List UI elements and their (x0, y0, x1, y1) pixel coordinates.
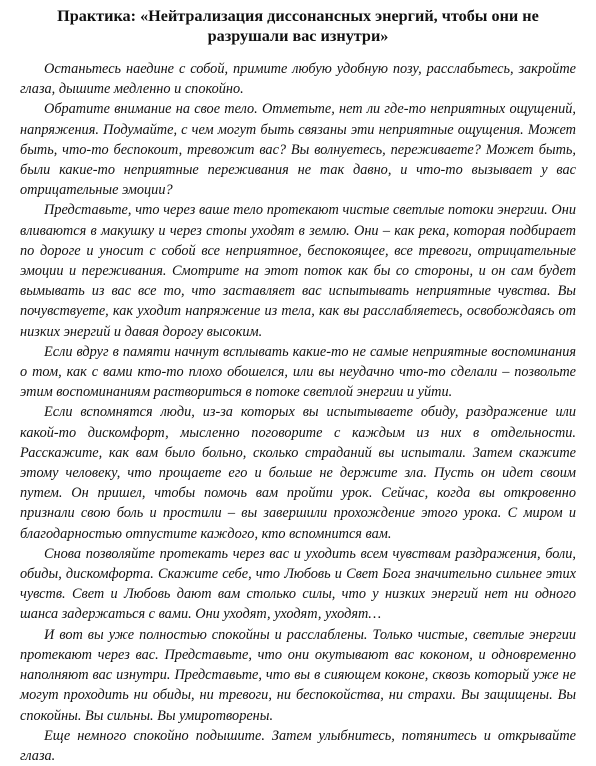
paragraph-cocoon: И вот вы уже полностью спокойны и расслаблены. Только чистые, светлые энергии протекают через вас. Представьте, что они окутывают вас коконом, и одновременно наполняют вас изнутри. Представьте, что вы в сияющем коконе, сквозь который уже не могут проходить ни обиды, ни тревоги, ни беспокойства, ни страхи. Вы защищены. Вы спокойны. Вы сильны. Вы умиротворены. (20, 626, 576, 724)
paragraph-relax: Останьтесь наедине с собой, примите любую удобную позу, расслабьтесь, закройте глаза, дышите медленно и спокойно. (20, 61, 576, 98)
paragraph-finish: Еще немного спокойно подышите. Затем улыбнитесь, потянитесь и открывайте глаза. (20, 727, 576, 764)
document-page (20, 6, 576, 766)
paragraph-release: Снова позволяйте протекать через вас и уходить всем чувствам раздражения, боли, обиды, дискомфорта. Скажите себе, что Любовь и Свет Бога значительно сильнее этих чувств. Свет и Любовь дают вам столько силы, что у низких энергий нет ни одного шанса задержаться с вами. Они уходят, уходят, уходят… (20, 545, 576, 623)
paragraph-energy-flow: Представьте, что через ваше тело протекают чистые светлые потоки энергии. Они вливаются в макушку и через стопы уходят в землю. Они – как река, которая подбирает по дороге и уносит с собой все неприятное, беспокоящее, все тревоги, отрицательные эмоции и переживания. Смотрите на этот поток как бы со стороны, и он сам будет вымывать из вас все то, что заставляет вас испытывать неприятные чувства. Вы почувствуете, как уходит напряжение из тела, как вы расслабляетесь, освобождаясь от низких энергий и давая дорогу высоким. (20, 202, 576, 340)
paragraph-memories: Если вдруг в памяти начнут всплывать какие-то не самые неприятные воспоминания о том, как с вами кто-то плохо обошелся, или вы неудачно что-то сделали – позвольте этим воспоминаниям раствориться в потоке светлой энергии и уйти. (20, 343, 576, 401)
paragraph-body-attention: Обратите внимание на свое тело. Отметьте, нет ли где-то неприятных ощущений, напряжения. Подумайте, с чем могут быть связаны эти неприятные ощущения. Может быть, что-то беспокоит, тревожит вас? Вы волнуетесь, переживаете? Может быть, были какие-то неприятные переживания не так давно, и что-то вызывает у вас отрицательные эмоции? (20, 101, 576, 199)
paragraph-forgiveness: Если вспомнятся люди, из-за которых вы испытываете обиду, раздражение или какой-то дискомфорт, мысленно поговорите с каждым из них в отдельности. Расскажите, как вам было больно, сколько страданий вы испытали. Затем скажите этому человеку, что прощаете его и больше не держите зла. Пусть он идет своим путем. Он пришел, чтобы помочь вам пройти урок. Сейчас, когда вы откровенно признали свою боль и простили – вы завершили прохождение этого урока. С миром и благодарностью отпустите каждого, кто вспомнится вам. (20, 404, 576, 542)
document-title: Практика: «Нейтрализация диссонансных энергий, чтобы они не разрушали вас изнутри» (57, 7, 539, 45)
